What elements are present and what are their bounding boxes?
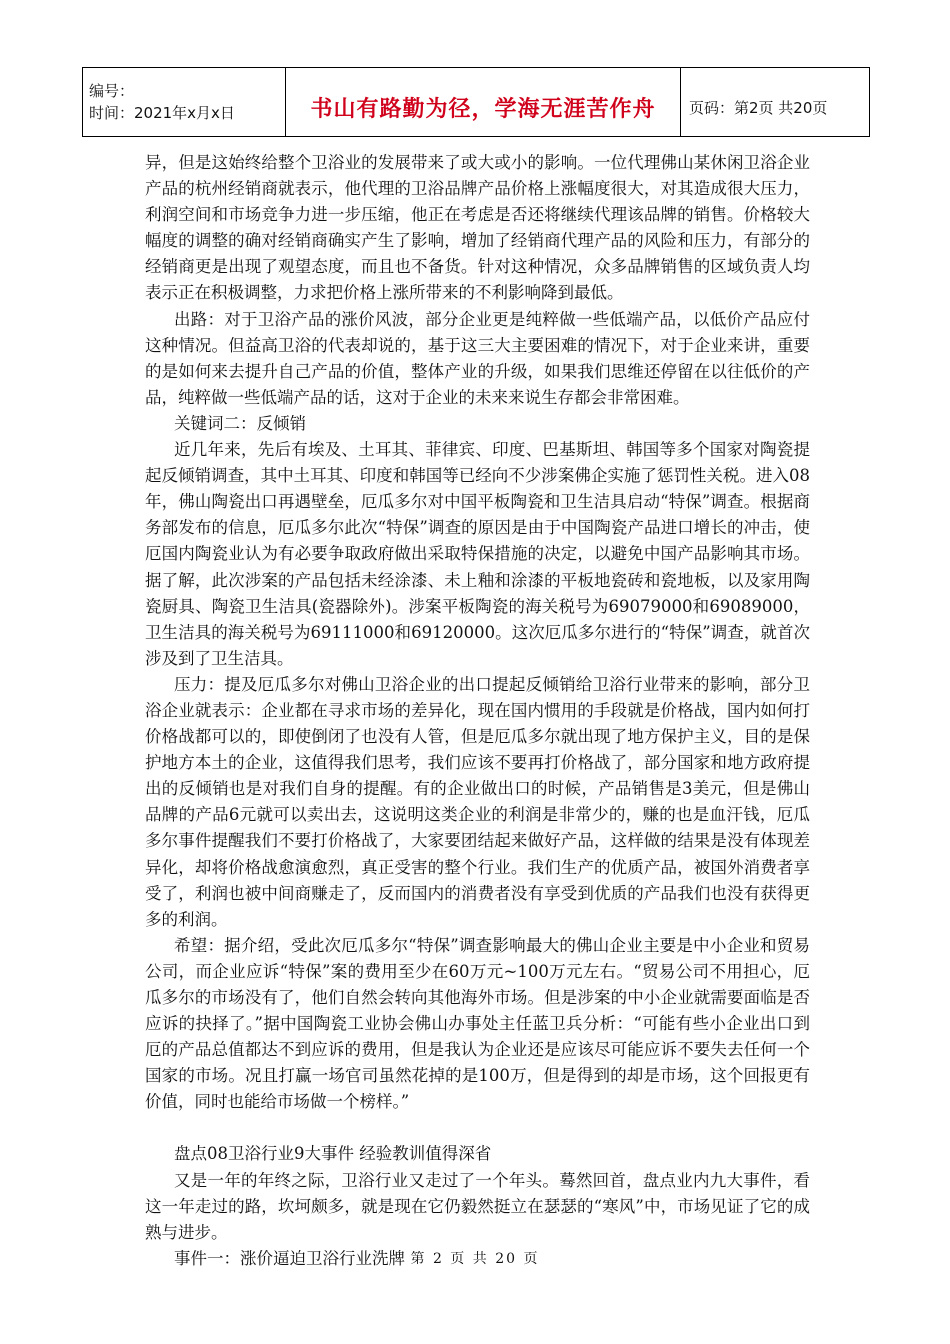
section-keyword-heading: 关键词二：反倾销	[174, 413, 306, 433]
paragraph: 希望：据介绍，受此次厄瓜多尔“特保”调查影响最大的佛山企业主要是中小企业和贸易公司，而企业应诉“特保”案的费用至少在60万元~100万元左右。“贸易公司不用担心，厄瓜多尔的市场没有了，他们自然会转向其他海外市场。但是涉案的中小企业就需要面临是否应诉的抉择了。”据中国陶瓷工业协会佛山办事处主任蓝卫兵分析：“可能有些小企业出口到厄的产品总值都达不到应诉的费用，但是我认为企业还是应该尽可能应诉不要失去任何一个国家的市场。况且打赢一场官司虽然花掉的是100万，但是得到的却是市场，这个回报更有价值，同时也能给市场做一个榜样。”	[145, 935, 810, 1112]
page-header	[82, 67, 870, 137]
header-meta	[83, 68, 286, 137]
document-code: 编号：	[89, 82, 135, 100]
document-body	[145, 150, 810, 1272]
paragraph: 又是一年的年终之际，卫浴行业又走过了一个年头。蓦然回首，盘点业内九大事件，看这一年走过的路，坎坷颇多，就是现在它仍毅然挺立在瑟瑟的“寒风”中，市场见证了它的成熟与进步。	[145, 1170, 810, 1242]
paragraph: 近几年来，先后有埃及、土耳其、菲律宾、印度、巴基斯坦、韩国等多个国家对陶瓷提起反倾销调查，其中土耳其、印度和韩国等已经向不少涉案佛企实施了惩罚性关税。进入08年，佛山陶瓷出口再遇壁垒，厄瓜多尔对中国平板陶瓷和卫生洁具启动“特保”调查。根据商务部发布的信息，厄瓜多尔此次“特保”调查的原因是由于中国陶瓷产品进口增长的冲击，使厄国内陶瓷业认为有必要争取政府做出采取特保措施的决定，以避免中国产品影响其市场。据了解，此次涉案的产品包括未经涂漆、未上釉和涂漆的平板地瓷砖和瓷地板，以及家用陶瓷厨具、陶瓷卫生洁具(瓷器除外)。涉案平板陶瓷的海关税号为69079000和69089000，卫生洁具的海关税号为69111000和69120000。这次厄瓜多尔进行的“特保”调查，就首次涉及到了卫生洁具。	[145, 440, 810, 668]
article-title: 盘点08卫浴行业9大事件 经验教训值得深省	[174, 1144, 492, 1164]
header-motto: 书山有路勤为径，学海无涯苦作舟	[286, 68, 681, 137]
event-heading: 事件一：涨价逼迫卫浴行业洗牌	[174, 1248, 405, 1268]
page-footer: 第 2 页 共 20 页	[410, 1251, 540, 1267]
document-date: 时间：2021年x月x日	[89, 104, 235, 122]
paragraph: 异，但是这始终给整个卫浴业的发展带来了或大或小的影响。一位代理佛山某休闲卫浴企业产品的杭州经销商就表示，他代理的卫浴品牌产品价格上涨幅度很大，对其造成很大压力，利润空间和市场竞争力进一步压缩，他正在考虑是否还将继续代理该品牌的销售。价格较大幅度的调整的确对经销商确实产生了影响，增加了经销商代理产品的风险和压力，有部分的经销商更是出现了观望态度，而且也不备货。针对这种情况，众多品牌销售的区域负责人均表示正在积极调整，力求把价格上涨所带来的不利影响降到最低。	[145, 153, 810, 303]
paragraph-spacer	[145, 1115, 810, 1141]
paragraph: 压力：提及厄瓜多尔对佛山卫浴企业的出口提起反倾销给卫浴行业带来的影响，部分卫浴企业就表示：企业都在寻求市场的差异化，现在国内惯用的手段就是价格战，国内如何打价格战都可以的，即使倒闭了也没有人管，但是厄瓜多尔就出现了地方保护主义，目的是保护地方本土的企业，这值得我们思考，我们应该不要再打价格战了，部分国家和地方政府提出的反倾销也是对我们自身的提醒。有的企业做出口的时候，产品销售是3美元，但是佛山品牌的产品6元就可以卖出去，这说明这类企业的利润是非常少的，赚的也是血汗钱，厄瓜多尔事件提醒我们不要打价格战了，大家要团结起来做好产品，这样做的结果是没有体现差异化，却将价格战愈演愈烈，真正受害的整个行业。我们生产的优质产品，被国外消费者享受了，利润也被中间商赚走了，反而国内的消费者没有享受到优质的产品我们也没有获得更多的利润。	[145, 674, 810, 929]
paragraph: 出路：对于卫浴产品的涨价风波，部分企业更是纯粹做一些低端产品，以低价产品应付这种情况。但益高卫浴的代表却说的，基于这三大主要困难的情况下，对于企业来讲，重要的是如何来去提升自己产品的价值，整体产业的升级，如果我们思维还停留在以往低价的产品，纯粹做一些低端产品的话，这对于企业的未来来说生存都会非常困难。	[145, 309, 810, 407]
header-page-info: 页码：第2页 共20页	[681, 68, 870, 137]
